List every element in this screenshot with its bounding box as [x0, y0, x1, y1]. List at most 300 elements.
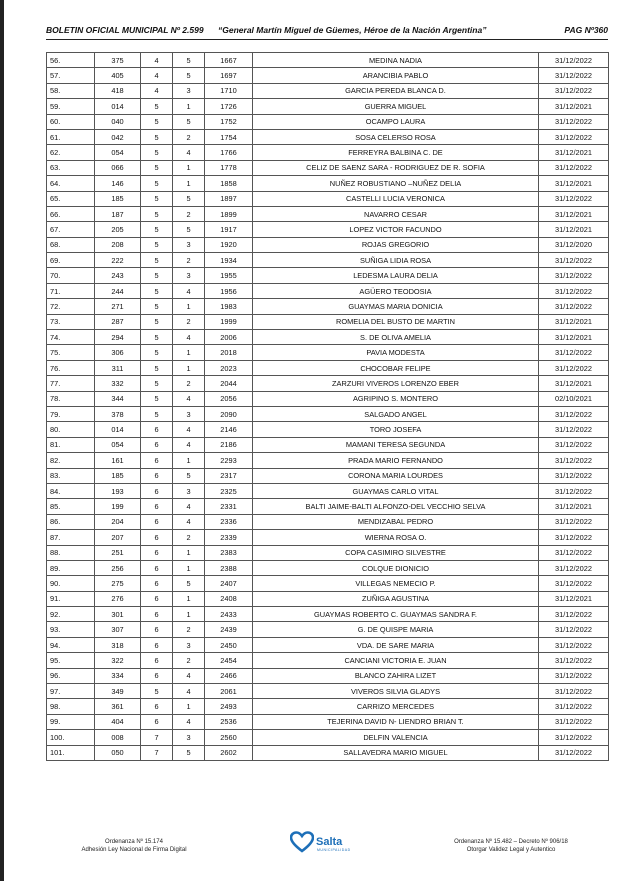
row-cell: 1	[173, 176, 205, 191]
record-number-cell: 1934	[205, 253, 253, 268]
record-number-cell: 1858	[205, 176, 253, 191]
expiry-date-cell: 31/12/2022	[539, 483, 609, 498]
section-cell: 5	[141, 191, 173, 206]
lot-number-cell: 375	[95, 53, 141, 68]
row-cell: 3	[173, 483, 205, 498]
section-cell: 6	[141, 637, 173, 652]
lot-number-cell: 361	[95, 699, 141, 714]
table-row	[47, 129, 609, 144]
holder-name-cell: SUÑIGA LIDIA ROSA	[253, 253, 539, 268]
expiry-date-cell: 02/10/2021	[539, 391, 609, 406]
row-index-cell: 94.	[47, 637, 95, 652]
record-number-cell: 1710	[205, 83, 253, 98]
expiry-date-cell: 31/12/2021	[539, 314, 609, 329]
record-number-cell: 2317	[205, 468, 253, 483]
record-number-cell: 2383	[205, 545, 253, 560]
row-index-cell: 91.	[47, 591, 95, 606]
section-cell: 5	[141, 376, 173, 391]
section-cell: 5	[141, 391, 173, 406]
row-cell: 2	[173, 376, 205, 391]
row-index-cell: 64.	[47, 176, 95, 191]
footer-left	[64, 838, 204, 854]
holder-name-cell: CELIZ DE SAENZ SARA - RODRIGUEZ DE R. SOFIA	[253, 160, 539, 175]
section-cell: 6	[141, 576, 173, 591]
row-cell: 1	[173, 591, 205, 606]
holder-name-cell: WIERNA ROSA O.	[253, 530, 539, 545]
table-row	[47, 545, 609, 560]
table-row	[47, 376, 609, 391]
table-row	[47, 699, 609, 714]
row-index-cell: 80.	[47, 422, 95, 437]
section-cell: 6	[141, 514, 173, 529]
lot-number-cell: 199	[95, 499, 141, 514]
table-row	[47, 637, 609, 652]
table-row	[47, 684, 609, 699]
record-number-cell: 2056	[205, 391, 253, 406]
row-index-cell: 88.	[47, 545, 95, 560]
row-cell: 5	[173, 222, 205, 237]
record-number-cell: 2006	[205, 330, 253, 345]
section-cell: 5	[141, 160, 173, 175]
row-index-cell: 101.	[47, 745, 95, 760]
record-number-cell: 2536	[205, 714, 253, 729]
row-index-cell: 100.	[47, 730, 95, 745]
record-number-cell: 1726	[205, 99, 253, 114]
holder-name-cell: GUERRA MIGUEL	[253, 99, 539, 114]
holder-name-cell: VIVEROS SILVIA GLADYS	[253, 684, 539, 699]
record-number-cell: 2450	[205, 637, 253, 652]
expiry-date-cell: 31/12/2021	[539, 330, 609, 345]
expiry-date-cell: 31/12/2022	[539, 283, 609, 298]
row-index-cell: 90.	[47, 576, 95, 591]
table-row	[47, 453, 609, 468]
expiry-date-cell: 31/12/2021	[539, 591, 609, 606]
table-row	[47, 406, 609, 421]
row-cell: 1	[173, 299, 205, 314]
lot-number-cell: 204	[95, 514, 141, 529]
section-cell: 6	[141, 468, 173, 483]
lot-number-cell: 014	[95, 422, 141, 437]
expiry-date-cell: 31/12/2022	[539, 345, 609, 360]
lot-number-cell: 187	[95, 206, 141, 221]
lot-number-cell: 185	[95, 191, 141, 206]
record-number-cell: 2408	[205, 591, 253, 606]
table-row	[47, 222, 609, 237]
table-row	[47, 653, 609, 668]
expiry-date-cell: 31/12/2022	[539, 360, 609, 375]
holder-name-cell: TEJERINA DAVID N- LIENDRO BRIAN T.	[253, 714, 539, 729]
table-row	[47, 237, 609, 252]
lot-number-cell: 205	[95, 222, 141, 237]
row-index-cell: 86.	[47, 514, 95, 529]
row-cell: 1	[173, 607, 205, 622]
row-cell: 4	[173, 283, 205, 298]
holder-name-cell: CASTELLI LUCIA VERONICA	[253, 191, 539, 206]
section-cell: 5	[141, 222, 173, 237]
section-cell: 5	[141, 299, 173, 314]
holder-name-cell: PAVIA MODESTA	[253, 345, 539, 360]
expiry-date-cell: 31/12/2022	[539, 545, 609, 560]
section-cell: 5	[141, 253, 173, 268]
row-index-cell: 79.	[47, 406, 95, 421]
lot-number-cell: 146	[95, 176, 141, 191]
section-cell: 5	[141, 176, 173, 191]
holder-name-cell: VDA. DE SARE MARIA	[253, 637, 539, 652]
section-cell: 6	[141, 653, 173, 668]
holder-name-cell: AGÜERO TEODOSIA	[253, 283, 539, 298]
lot-number-cell: 311	[95, 360, 141, 375]
row-cell: 4	[173, 714, 205, 729]
record-number-cell: 1983	[205, 299, 253, 314]
heart-logo-icon	[290, 831, 314, 853]
table-row	[47, 668, 609, 683]
holder-name-cell: SOSA CELERSO ROSA	[253, 129, 539, 144]
expiry-date-cell: 31/12/2022	[539, 530, 609, 545]
row-index-cell: 70.	[47, 268, 95, 283]
section-cell: 4	[141, 68, 173, 83]
holder-name-cell: GUAYMAS ROBERTO C. GUAYMAS SANDRA F.	[253, 607, 539, 622]
header-motto: “General Martín Miguel de Güemes, Héroe de la Nación Argentina”	[218, 25, 487, 35]
section-cell: 6	[141, 622, 173, 637]
lot-number-cell: 344	[95, 391, 141, 406]
row-index-cell: 78.	[47, 391, 95, 406]
table-row	[47, 422, 609, 437]
row-cell: 2	[173, 129, 205, 144]
lot-number-cell: 008	[95, 730, 141, 745]
expiry-date-cell: 31/12/2022	[539, 622, 609, 637]
holder-name-cell: PRADA MARIO FERNANDO	[253, 453, 539, 468]
record-number-cell: 1999	[205, 314, 253, 329]
row-cell: 2	[173, 653, 205, 668]
expiry-date-cell: 31/12/2021	[539, 222, 609, 237]
row-cell: 5	[173, 191, 205, 206]
row-cell: 3	[173, 730, 205, 745]
table-row	[47, 514, 609, 529]
expiry-date-cell: 31/12/2022	[539, 607, 609, 622]
table-row	[47, 622, 609, 637]
holder-name-cell: S. DE OLIVA AMELIA	[253, 330, 539, 345]
row-cell: 2	[173, 253, 205, 268]
expiry-date-cell: 31/12/2022	[539, 406, 609, 421]
section-cell: 5	[141, 99, 173, 114]
table-row	[47, 253, 609, 268]
row-cell: 5	[173, 53, 205, 68]
section-cell: 6	[141, 545, 173, 560]
lot-number-cell: 318	[95, 637, 141, 652]
expiry-date-cell: 31/12/2022	[539, 83, 609, 98]
row-index-cell: 66.	[47, 206, 95, 221]
holder-name-cell: MENDIZABAL PEDRO	[253, 514, 539, 529]
row-index-cell: 96.	[47, 668, 95, 683]
holder-name-cell: BALTI JAIME-BALTI ALFONZO-DEL VECCHIO SELVA	[253, 499, 539, 514]
expiry-date-cell: 31/12/2021	[539, 176, 609, 191]
lot-number-cell: 271	[95, 299, 141, 314]
row-index-cell: 75.	[47, 345, 95, 360]
expiry-date-cell: 31/12/2021	[539, 376, 609, 391]
lot-number-cell: 349	[95, 684, 141, 699]
lot-number-cell: 066	[95, 160, 141, 175]
record-number-cell: 2602	[205, 745, 253, 760]
table-row	[47, 499, 609, 514]
table-row	[47, 437, 609, 452]
expiry-date-cell: 31/12/2021	[539, 99, 609, 114]
expiry-date-cell: 31/12/2022	[539, 114, 609, 129]
section-cell: 5	[141, 406, 173, 421]
lot-number-cell: 301	[95, 607, 141, 622]
row-cell: 5	[173, 114, 205, 129]
row-cell: 5	[173, 576, 205, 591]
record-number-cell: 2331	[205, 499, 253, 514]
holder-name-cell: DELFIN VALENCIA	[253, 730, 539, 745]
bulletin-number: BOLETIN OFICIAL MUNICIPAL Nº 2.599	[46, 25, 204, 35]
table-row	[47, 314, 609, 329]
holder-name-cell: GUAYMAS CARLO VITAL	[253, 483, 539, 498]
expiry-date-cell: 31/12/2022	[539, 684, 609, 699]
holder-name-cell: GUAYMAS MARIA DONICIA	[253, 299, 539, 314]
table-row	[47, 714, 609, 729]
record-number-cell: 2493	[205, 699, 253, 714]
salta-logo	[290, 831, 352, 855]
row-index-cell: 56.	[47, 53, 95, 68]
table-row	[47, 576, 609, 591]
table-row	[47, 83, 609, 98]
lot-number-cell: 040	[95, 114, 141, 129]
holder-name-cell: COLQUE DIONICIO	[253, 560, 539, 575]
lot-number-cell: 207	[95, 530, 141, 545]
scan-edge	[0, 0, 4, 881]
section-cell: 5	[141, 114, 173, 129]
section-cell: 5	[141, 283, 173, 298]
section-cell: 7	[141, 730, 173, 745]
row-cell: 1	[173, 360, 205, 375]
section-cell: 6	[141, 591, 173, 606]
row-index-cell: 72.	[47, 299, 95, 314]
table-row	[47, 206, 609, 221]
expiry-date-cell: 31/12/2022	[539, 576, 609, 591]
section-cell: 6	[141, 699, 173, 714]
record-number-cell: 2339	[205, 530, 253, 545]
lot-number-cell: 054	[95, 437, 141, 452]
row-cell: 3	[173, 637, 205, 652]
row-cell: 4	[173, 514, 205, 529]
table-row	[47, 530, 609, 545]
row-index-cell: 89.	[47, 560, 95, 575]
row-cell: 5	[173, 468, 205, 483]
row-cell: 4	[173, 437, 205, 452]
section-cell: 4	[141, 83, 173, 98]
record-number-cell: 1897	[205, 191, 253, 206]
table-row	[47, 391, 609, 406]
row-index-cell: 69.	[47, 253, 95, 268]
record-number-cell: 2061	[205, 684, 253, 699]
record-number-cell: 2186	[205, 437, 253, 452]
row-index-cell: 73.	[47, 314, 95, 329]
table-row	[47, 299, 609, 314]
footer-adhesion: Adhesión Ley Nacional de Firma Digital	[81, 847, 187, 853]
holder-name-cell: CHOCOBAR FELIPE	[253, 360, 539, 375]
holder-name-cell: COPA CASIMIRO SILVESTRE	[253, 545, 539, 560]
lot-number-cell: 050	[95, 745, 141, 760]
record-number-cell: 2439	[205, 622, 253, 637]
section-cell: 6	[141, 607, 173, 622]
expiry-date-cell: 31/12/2022	[539, 53, 609, 68]
table-row	[47, 483, 609, 498]
expiry-date-cell: 31/12/2021	[539, 499, 609, 514]
row-index-cell: 71.	[47, 283, 95, 298]
holder-name-cell: ROJAS GREGORIO	[253, 237, 539, 252]
expiry-date-cell: 31/12/2022	[539, 468, 609, 483]
row-index-cell: 82.	[47, 453, 95, 468]
logo-subtitle: MUNICIPALIDAD	[317, 848, 351, 852]
lot-number-cell: 014	[95, 99, 141, 114]
row-index-cell: 76.	[47, 360, 95, 375]
record-number-cell: 2325	[205, 483, 253, 498]
holder-name-cell: CORONA MARIA LOURDES	[253, 468, 539, 483]
lot-number-cell: 405	[95, 68, 141, 83]
record-number-cell: 2044	[205, 376, 253, 391]
expiry-date-cell: 31/12/2022	[539, 437, 609, 452]
row-index-cell: 77.	[47, 376, 95, 391]
row-cell: 2	[173, 622, 205, 637]
holder-name-cell: LOPEZ VICTOR FACUNDO	[253, 222, 539, 237]
lot-number-cell: 322	[95, 653, 141, 668]
row-cell: 5	[173, 745, 205, 760]
row-index-cell: 83.	[47, 468, 95, 483]
holder-name-cell: SALGADO ANGEL	[253, 406, 539, 421]
table-row	[47, 345, 609, 360]
holder-name-cell: FERREYRA BALBINA C. DE	[253, 145, 539, 160]
record-number-cell: 1956	[205, 283, 253, 298]
record-number-cell: 2018	[205, 345, 253, 360]
table-row	[47, 53, 609, 68]
row-index-cell: 63.	[47, 160, 95, 175]
lot-number-cell: 294	[95, 330, 141, 345]
holder-name-cell: NAVARRO CESAR	[253, 206, 539, 221]
section-cell: 6	[141, 422, 173, 437]
record-number-cell: 1752	[205, 114, 253, 129]
section-cell: 7	[141, 745, 173, 760]
row-cell: 3	[173, 237, 205, 252]
lot-number-cell: 334	[95, 668, 141, 683]
section-cell: 6	[141, 560, 173, 575]
holder-name-cell: OCAMPO LAURA	[253, 114, 539, 129]
record-number-cell: 2454	[205, 653, 253, 668]
expiry-date-cell: 31/12/2021	[539, 206, 609, 221]
row-cell: 3	[173, 406, 205, 421]
lot-number-cell: 307	[95, 622, 141, 637]
section-cell: 5	[141, 330, 173, 345]
lot-number-cell: 243	[95, 268, 141, 283]
row-index-cell: 68.	[47, 237, 95, 252]
lot-number-cell: 275	[95, 576, 141, 591]
table-row	[47, 745, 609, 760]
holder-name-cell: GARCIA PEREDA BLANCA D.	[253, 83, 539, 98]
record-number-cell: 1955	[205, 268, 253, 283]
row-cell: 4	[173, 330, 205, 345]
footer-validity: Otorgar Validez Legal y Autentico	[466, 847, 556, 853]
table-row	[47, 330, 609, 345]
lot-number-cell: 306	[95, 345, 141, 360]
expiry-date-cell: 31/12/2022	[539, 637, 609, 652]
page-number: PAG Nº360	[564, 25, 608, 35]
row-cell: 2	[173, 206, 205, 221]
expiry-date-cell: 31/12/2022	[539, 299, 609, 314]
expiry-date-cell: 31/12/2022	[539, 453, 609, 468]
lot-number-cell: 208	[95, 237, 141, 252]
record-number-cell: 1766	[205, 145, 253, 160]
record-number-cell: 2293	[205, 453, 253, 468]
page-header	[46, 25, 608, 39]
holder-name-cell: VILLEGAS NEMECIO P.	[253, 576, 539, 591]
row-cell: 1	[173, 160, 205, 175]
expiry-date-cell: 31/12/2022	[539, 514, 609, 529]
row-cell: 2	[173, 530, 205, 545]
row-cell: 4	[173, 684, 205, 699]
row-cell: 3	[173, 268, 205, 283]
record-number-cell: 1754	[205, 129, 253, 144]
footer-right	[436, 838, 586, 854]
record-number-cell: 2407	[205, 576, 253, 591]
table-row	[47, 468, 609, 483]
table-row	[47, 160, 609, 175]
section-cell: 6	[141, 437, 173, 452]
section-cell: 4	[141, 53, 173, 68]
row-index-cell: 93.	[47, 622, 95, 637]
expiry-date-cell: 31/12/2022	[539, 160, 609, 175]
lot-number-cell: 222	[95, 253, 141, 268]
record-number-cell: 2560	[205, 730, 253, 745]
record-number-cell: 1667	[205, 53, 253, 68]
holder-name-cell: ZUÑIGA AGUSTINA	[253, 591, 539, 606]
record-number-cell: 2146	[205, 422, 253, 437]
logo-wordmark: Salta	[316, 836, 343, 848]
row-cell: 1	[173, 545, 205, 560]
row-cell: 1	[173, 99, 205, 114]
holder-name-cell: CANCIANI VICTORIA E. JUAN	[253, 653, 539, 668]
expiry-date-cell: 31/12/2020	[539, 237, 609, 252]
row-index-cell: 74.	[47, 330, 95, 345]
expiry-date-cell: 31/12/2022	[539, 730, 609, 745]
row-index-cell: 62.	[47, 145, 95, 160]
row-index-cell: 58.	[47, 83, 95, 98]
expiry-date-cell: 31/12/2022	[539, 699, 609, 714]
row-cell: 1	[173, 453, 205, 468]
lot-number-cell: 185	[95, 468, 141, 483]
section-cell: 6	[141, 499, 173, 514]
section-cell: 5	[141, 345, 173, 360]
table-row	[47, 591, 609, 606]
row-index-cell: 60.	[47, 114, 95, 129]
expiry-date-cell: 31/12/2022	[539, 745, 609, 760]
expiry-date-cell: 31/12/2021	[539, 145, 609, 160]
record-number-cell: 2336	[205, 514, 253, 529]
lot-number-cell: 161	[95, 453, 141, 468]
lot-number-cell: 332	[95, 376, 141, 391]
section-cell: 5	[141, 129, 173, 144]
lot-number-cell: 418	[95, 83, 141, 98]
row-cell: 1	[173, 699, 205, 714]
row-index-cell: 57.	[47, 68, 95, 83]
row-cell: 2	[173, 314, 205, 329]
section-cell: 5	[141, 684, 173, 699]
section-cell: 5	[141, 237, 173, 252]
holder-name-cell: MAMANI TERESA SEGUNDA	[253, 437, 539, 452]
row-index-cell: 95.	[47, 653, 95, 668]
holder-name-cell: SALLAVEDRA MARIO MIGUEL	[253, 745, 539, 760]
table-row	[47, 283, 609, 298]
record-number-cell: 2090	[205, 406, 253, 421]
record-number-cell: 1917	[205, 222, 253, 237]
